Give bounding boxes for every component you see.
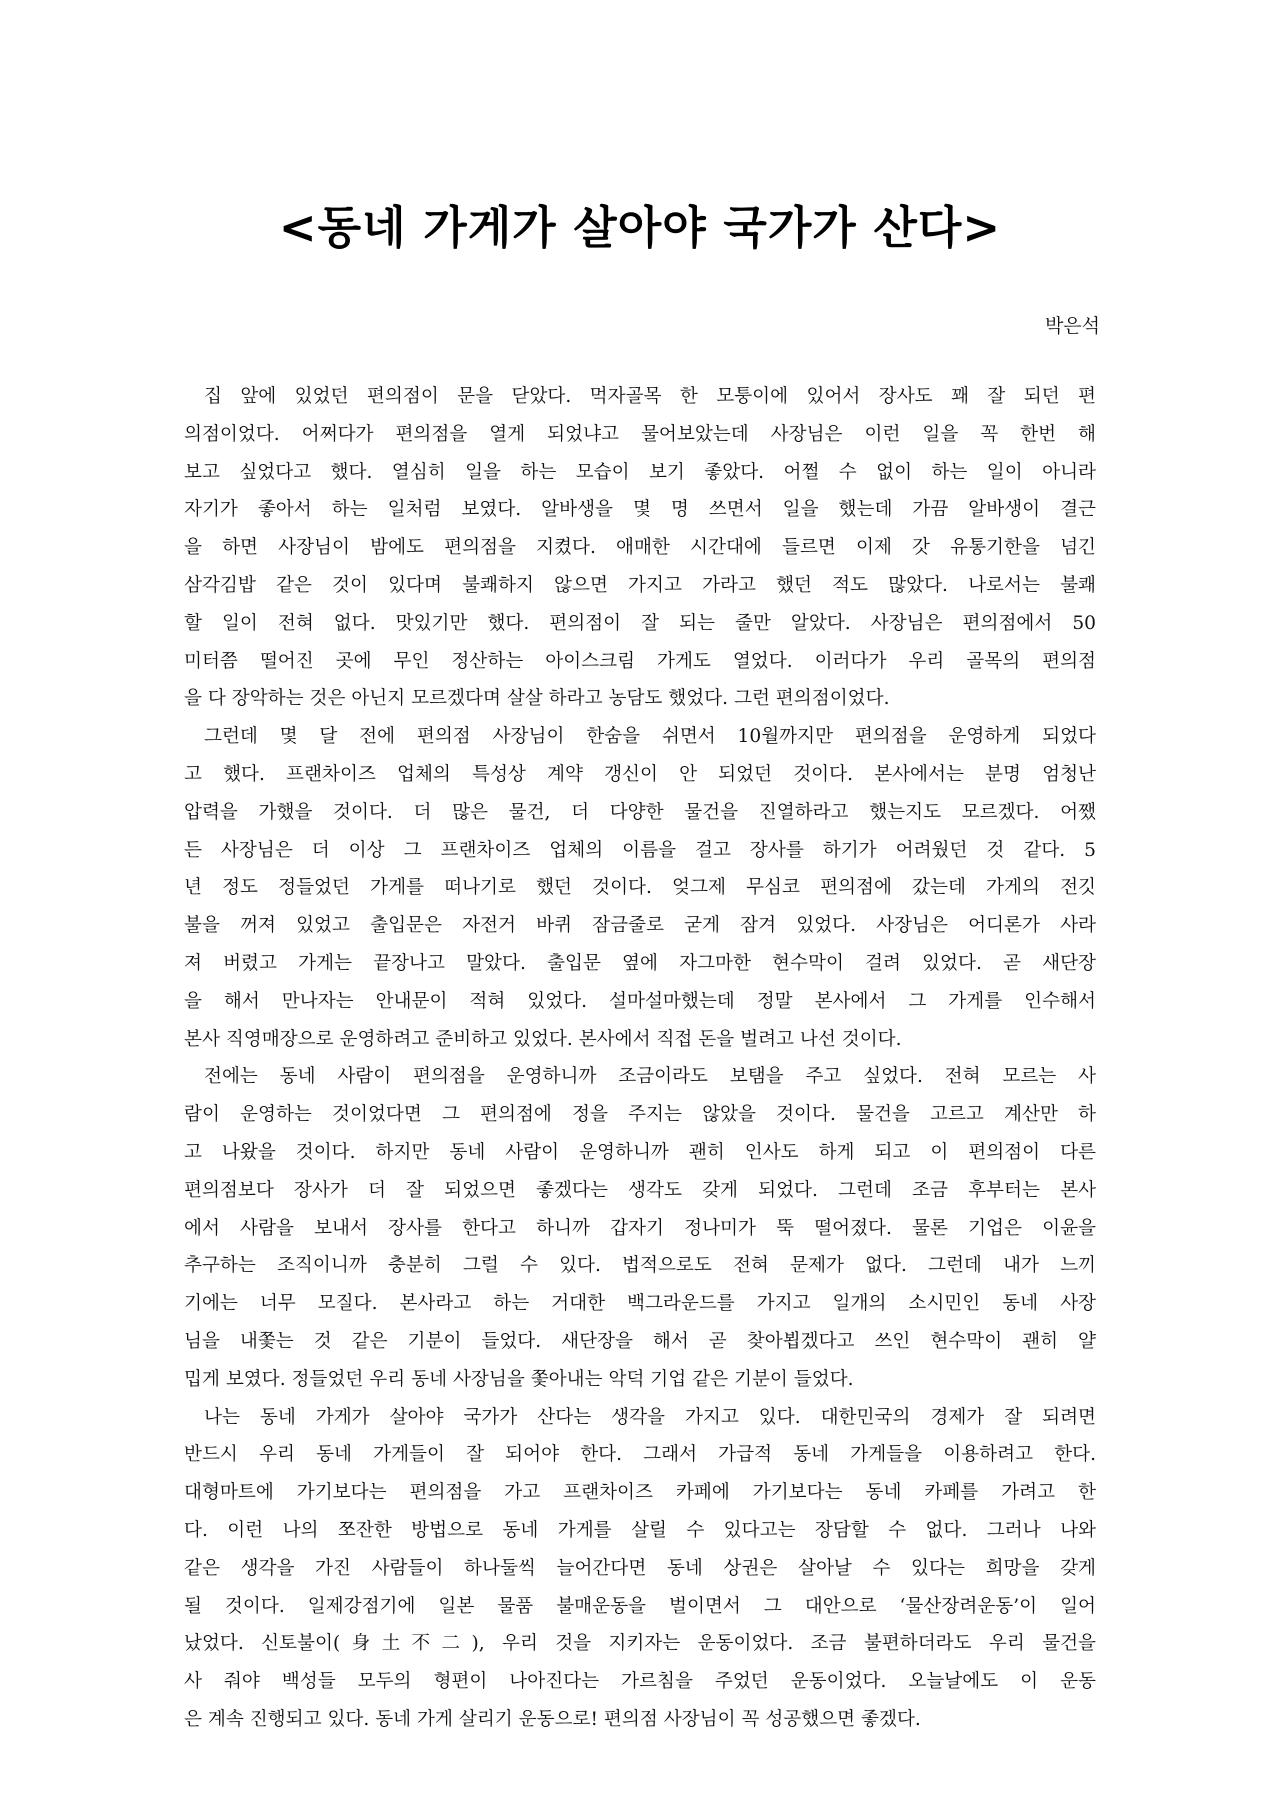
author-name: 박은석 bbox=[1044, 315, 1100, 337]
paragraph-line: 미터쯤 떨어진 곳에 무인 정산하는 아이스크림 가게도 열었다. 이러다가 우리 골목의 편의점 bbox=[184, 650, 1096, 672]
paragraph-line: 보고 싶었다고 했다. 열심히 일을 하는 모습이 보기 좋았다. 어쩔 수 없이 하는 일이 아니라 bbox=[184, 461, 1096, 483]
paragraph-line: 삼각김밥 같은 것이 있다며 불쾌하지 않으면 가지고 가라고 했던 적도 많았다. 나로서는 불쾌 bbox=[184, 574, 1096, 596]
paragraph-line: 에서 사람을 보내서 장사를 한다고 하니까 갑자기 정나미가 뚝 떨어졌다. 물론 기업은 이윤을 bbox=[184, 1217, 1096, 1239]
paragraph-line: 불을 꺼져 있었고 출입문은 자전거 바퀴 잠금줄로 굳게 잠겨 있었다. 사장님은 어디론가 사라 bbox=[184, 915, 1096, 937]
paragraph-line: 다. 이런 나의 쪼잔한 방법으로 동네 가게를 살릴 수 있다고는 장담할 수 없다. 그러나 나와 bbox=[184, 1519, 1096, 1541]
paragraph-line: 든 사장님은 더 이상 그 프랜차이즈 업체의 이름을 걸고 장사를 하기가 어려웠던 것 같다. 5 bbox=[184, 839, 1096, 861]
paragraph-line: 그런데 몇 달 전에 편의점 사장님이 한숨을 쉬면서 10월까지만 편의점을 운영하게 되었다 bbox=[204, 726, 1096, 748]
paragraph-line: 을 다 장악하는 것은 아닌지 모르겠다며 살살 하라고 농담도 했었다. 그런 편의점이었다. bbox=[184, 688, 890, 710]
paragraph-line: 편의점보다 장사가 더 잘 되었으면 좋겠다는 생각도 갖게 되었다. 그런데 조금 후부터는 본사 bbox=[184, 1179, 1096, 1201]
paragraph-line: 본사 직영매장으로 운영하려고 준비하고 있었다. 본사에서 직접 돈을 벌려고 나선 것이다. bbox=[184, 1028, 902, 1050]
paragraph-line: 나는 동네 가게가 살아야 국가가 산다는 생각을 가지고 있다. 대한민국의 경제가 잘 되려면 bbox=[204, 1406, 1096, 1428]
paragraph-line: 기에는 너무 모질다. 본사라고 하는 거대한 백그라운드를 가지고 일개의 소시민인 동네 사장 bbox=[184, 1293, 1096, 1315]
paragraph-line: 같은 생각을 가진 사람들이 하나둘씩 늘어간다면 동네 상권은 살아날 수 있다는 희망을 갖게 bbox=[184, 1557, 1096, 1579]
paragraph-line: 대형마트에 가기보다는 편의점을 가고 프랜차이즈 카페에 가기보다는 동네 카페를 가려고 한 bbox=[184, 1482, 1096, 1504]
paragraph-line: 자기가 좋아서 하는 일처럼 보였다. 알바생을 몇 명 쓰면서 일을 했는데 가끔 알바생이 결근 bbox=[184, 499, 1096, 521]
paragraph-line: 전에는 동네 사람이 편의점을 운영하니까 조금이라도 보탬을 주고 싶었다. 전혀 모르는 사 bbox=[204, 1066, 1096, 1088]
paragraph-line: 년 정도 정들었던 가게를 떠나기로 했던 것이다. 엊그제 무심코 편의점에 갔는데 가게의 전깃 bbox=[184, 877, 1096, 899]
paragraph-line: 님을 내쫓는 것 같은 기분이 들었다. 새단장을 해서 곧 찾아뵙겠다고 쓰인 현수막이 괜히 얄 bbox=[184, 1330, 1096, 1352]
paragraph-line: 져 버렸고 가게는 끝장나고 말았다. 출입문 옆에 자그마한 현수막이 걸려 있었다. 곧 새단장 bbox=[184, 952, 1096, 974]
paragraph-line: 밉게 보였다. 정들었던 우리 동네 사장님을 쫓아내는 악덕 기업 같은 기분이 들었다. bbox=[184, 1368, 854, 1390]
paragraph-line: 의점이었다. 어쩌다가 편의점을 열게 되었냐고 물어보았는데 사장님은 이런 일을 꼭 한번 해 bbox=[184, 423, 1096, 445]
paragraph-line: 추구하는 조직이니까 충분히 그럴 수 있다. 법적으로도 전혀 문제가 없다. 그런데 내가 느끼 bbox=[184, 1255, 1096, 1277]
paragraph-line: 반드시 우리 동네 가게들이 잘 되어야 한다. 그래서 가급적 동네 가게들을 이용하려고 한다. bbox=[184, 1444, 1096, 1466]
paragraph-line: 할 일이 전혀 없다. 맛있기만 했다. 편의점이 잘 되는 줄만 알았다. 사장님은 편의점에서 50 bbox=[184, 612, 1096, 634]
document-title: <동네 가게가 살아야 국가가 산다> bbox=[278, 201, 1002, 254]
paragraph-line: 고 나왔을 것이다. 하지만 동네 사람이 운영하니까 괜히 인사도 하게 되고 이 편의점이 다른 bbox=[184, 1141, 1096, 1163]
paragraph-line: 될 것이다. 일제강점기에 일본 물품 불매운동을 벌이면서 그 대안으로 ‘물산장려운동’이 일어 bbox=[184, 1595, 1096, 1617]
paragraph-line: 집 앞에 있었던 편의점이 문을 닫았다. 먹자골목 한 모퉁이에 있어서 장사도 꽤 잘 되던 편 bbox=[204, 386, 1096, 407]
paragraph-line: 람이 운영하는 것이었다면 그 편의점에 정을 주지는 않았을 것이다. 물건을 고르고 계산만 하 bbox=[184, 1104, 1096, 1126]
paragraph-line: 은 계속 진행되고 있다. 동네 가게 살리기 운동으로! 편의점 사장님이 꼭 성공했으면 좋겠다. bbox=[184, 1708, 921, 1730]
body-text bbox=[184, 378, 1096, 1739]
paragraph-line: 을 하면 사장님이 밤에도 편의점을 지켰다. 애매한 시간대에 들르면 이제 갓 유통기한을 넘긴 bbox=[184, 537, 1096, 559]
paragraph-line: 압력을 가했을 것이다. 더 많은 물건, 더 다양한 물건을 진열하라고 했는지도 모르겠다. 어쨌 bbox=[184, 801, 1096, 823]
paragraph-line: 고 했다. 프랜차이즈 업체의 특성상 계약 갱신이 안 되었던 것이다. 본사에서는 분명 엄청난 bbox=[184, 763, 1096, 785]
paragraph-line: 났었다. 신토불이(身土不二), 우리 것을 지키자는 운동이었다. 조금 불편하더라도 우리 물건을 bbox=[184, 1633, 1096, 1655]
paragraph-line: 을 해서 만나자는 안내문이 적혀 있었다. 설마설마했는데 정말 본사에서 그 가게를 인수해서 bbox=[184, 990, 1096, 1012]
paragraph-line: 사 줘야 백성들 모두의 형편이 나아진다는 가르침을 주었던 운동이었다. 오늘날에도 이 운동 bbox=[184, 1671, 1096, 1693]
